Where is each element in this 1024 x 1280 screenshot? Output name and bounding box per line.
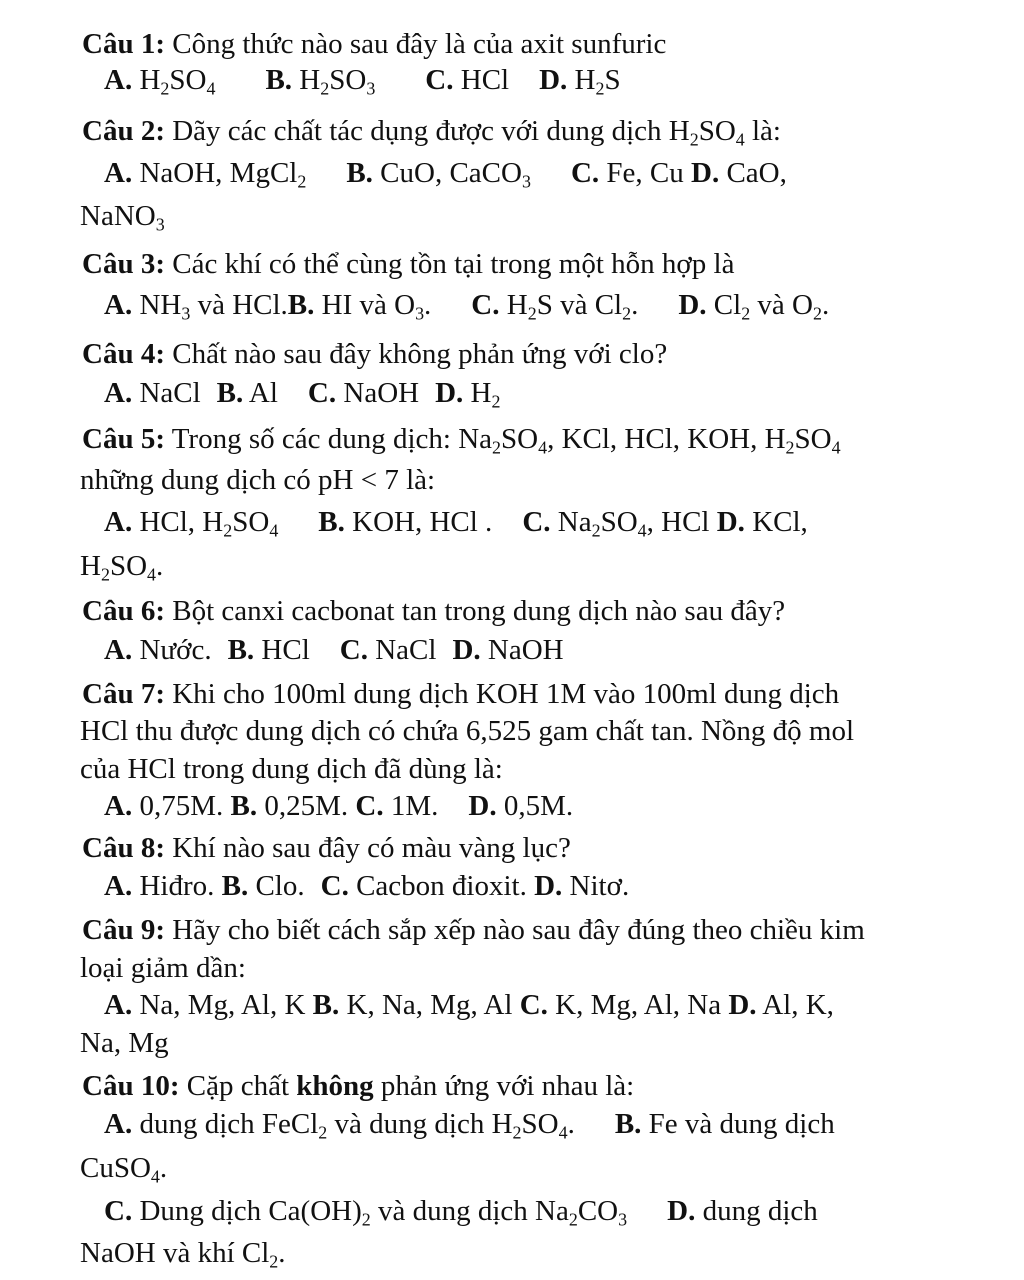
question-3: Câu 3: Các khí có thể cùng tồn tại trong một hỗn hợp là <box>82 248 735 280</box>
question-8-options: A. Hiđro. B. Clo. C. Cacbon đioxit. D. Nitơ. <box>104 870 630 902</box>
question-10-options-cd: C. Dung dịch $Ca(OH)_2$ và dung dịch $Na_2CO_3$ D. dung dịch <box>104 1195 818 1230</box>
question-4: Câu 4: Chất nào sau đây không phản ứng với clo? <box>82 338 668 370</box>
question-5-options-cont: $H_2SO_4$. <box>80 550 164 585</box>
question-1: Câu 1: Công thức nào sau đây là của axit sunfuric <box>82 28 667 60</box>
question-2: Câu 2: Dãy các chất tác dụng được với dung dịch $H_2SO_4$ là: <box>82 115 781 150</box>
question-2-options: A. NaOH, MgCl$_2$ B. CuO, CaCO$_3$ C. Fe, Cu D. CaO, <box>104 157 787 192</box>
question-5-options: A. HCl, $H_2SO_4$ B. KOH, HCl . C. $Na_2SO_4$, HCl D. KCl, <box>104 506 808 541</box>
question-9-options-cont: Na, Mg <box>80 1027 169 1059</box>
question-7-cont-1: HCl thu được dung dịch có chứa 6,525 gam chất tan. Nồng độ mol <box>80 715 855 747</box>
question-4-options: A. NaCl B. Al C. NaOH D. $H_2$ <box>104 377 501 412</box>
question-9-options: A. Na, Mg, Al, K B. K, Na, Mg, Al C. K, Mg, Al, Na D. Al, K, <box>104 989 834 1021</box>
question-5-cont: những dung dịch có pH < 7 là: <box>80 464 436 496</box>
question-10-options-ab-cont: CuSO$_4$. <box>80 1152 168 1187</box>
question-10-options-cd-cont: NaOH và khí $Cl_2$. <box>80 1237 286 1272</box>
question-5: Câu 5: Trong số các dung dịch: $Na_2SO_4$, KCl, HCl, KOH, $H_2SO_4$ <box>82 423 841 458</box>
question-1-options: A. $H_2SO_4$ B. $H_2SO_3$ C. HCl D. $H_2S$ <box>104 64 621 99</box>
question-6: Câu 6: Bột canxi cacbonat tan trong dung dịch nào sau đây? <box>82 595 786 627</box>
question-2-options-cont: NaNO$_3$ <box>80 200 165 235</box>
question-3-options: A. $NH_3$ và HCl.B. HI và $O_3$. C. $H_2S$ và $Cl_2$. D. $Cl_2$ và $O_2$. <box>104 289 830 324</box>
question-10: Câu 10: Cặp chất không phản ứng với nhau là: <box>82 1070 635 1102</box>
question-7-options: A. 0,75M. B. 0,25M. C. 1M. D. 0,5M. <box>104 790 574 822</box>
question-7: Câu 7: Khi cho 100ml dung dịch KOH 1M vào 100ml dung dịch <box>82 678 840 710</box>
question-9: Câu 9: Hãy cho biết cách sắp xếp nào sau đây đúng theo chiều kim <box>82 914 865 946</box>
question-6-options: A. Nước. B. HCl C. NaCl D. NaOH <box>104 634 564 666</box>
question-9-cont: loại giảm dần: <box>80 952 246 984</box>
question-10-options-ab: A. dung dịch FeCl$_2$ và dung dịch $H_2SO_4$. B. Fe và dung dịch <box>104 1108 835 1143</box>
question-8: Câu 8: Khí nào sau đây có màu vàng lục? <box>82 832 571 864</box>
question-7-cont-2: của HCl trong dung dịch đã dùng là: <box>80 753 503 785</box>
